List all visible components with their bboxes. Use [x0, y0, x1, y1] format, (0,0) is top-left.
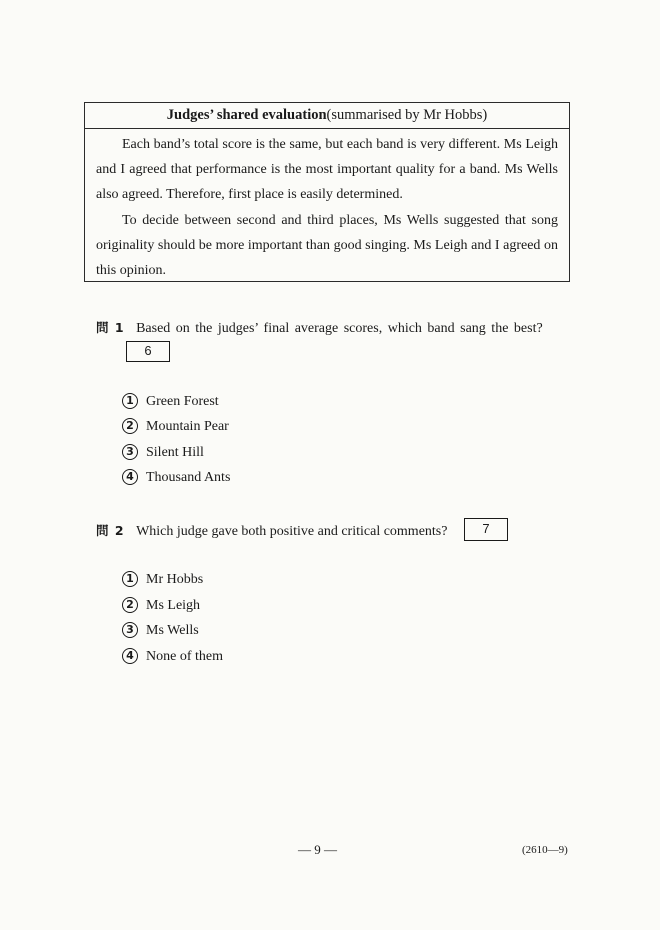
- evaluation-title-rest: (summarised by Mr Hobbs): [326, 107, 488, 123]
- q2-choice-3[interactable]: [122, 621, 199, 641]
- choice-number-1-icon: 1: [122, 571, 138, 587]
- question-2-text: Which judge gave both positive and critical comments?: [136, 524, 448, 539]
- q2-choice-4[interactable]: [122, 647, 223, 667]
- evaluation-title: [85, 103, 569, 129]
- question-2-label: 問 2: [96, 523, 125, 538]
- evaluation-paragraph-1: Each band’s total score is the same, but each band is very different. Ms Leigh and I agreed that performance is the most important quality for a band. Ms Wells also agreed. Therefore, first place is easily determined.: [96, 137, 558, 203]
- choice-number-4-icon: 4: [122, 469, 138, 485]
- choice-number-2-icon: 2: [122, 418, 138, 434]
- page-number: — 9 —: [298, 842, 337, 857]
- choice-number-1-icon: 1: [122, 393, 138, 409]
- q1-choice-2-text: Mountain Pear: [146, 419, 229, 434]
- choice-number-3-icon: 3: [122, 444, 138, 460]
- q2-choice-1[interactable]: [122, 570, 203, 590]
- q1-choice-3[interactable]: [122, 443, 204, 463]
- q2-choice-4-text: None of them: [146, 649, 223, 664]
- answer-box-7[interactable]: 7: [464, 518, 508, 541]
- question-1-label: 問 1: [96, 320, 125, 335]
- question-1-text: Based on the judges’ final average scores, which band sang the best?: [136, 321, 543, 336]
- question-2: [96, 521, 447, 540]
- q1-choice-2[interactable]: [122, 417, 229, 437]
- q2-choice-2-text: Ms Leigh: [146, 598, 201, 613]
- q2-choice-3-text: Ms Wells: [146, 623, 199, 638]
- evaluation-box: [84, 102, 570, 282]
- q2-choice-2[interactable]: [122, 596, 200, 616]
- choice-number-3-icon: 3: [122, 622, 138, 638]
- q1-choice-4[interactable]: [122, 468, 230, 488]
- evaluation-paragraph-2: To decide between second and third places, Ms Wells suggested that song originality should be more important than good singing. Ms Leigh and I agreed on this opinion.: [96, 212, 558, 279]
- q1-choice-4-text: Thousand Ants: [146, 470, 231, 485]
- exam-code: (2610—9): [522, 844, 568, 856]
- answer-box-6[interactable]: 6: [126, 341, 170, 362]
- q1-choice-3-text: Silent Hill: [146, 445, 204, 460]
- question-1: [96, 318, 574, 337]
- q1-choice-1-text: Green Forest: [146, 394, 219, 409]
- q2-choice-1-text: Mr Hobbs: [146, 572, 204, 587]
- evaluation-title-bold: Judges’ shared evaluation: [166, 107, 327, 123]
- choice-number-2-icon: 2: [122, 597, 138, 613]
- choice-number-4-icon: 4: [122, 648, 138, 664]
- q1-choice-1[interactable]: [122, 392, 219, 412]
